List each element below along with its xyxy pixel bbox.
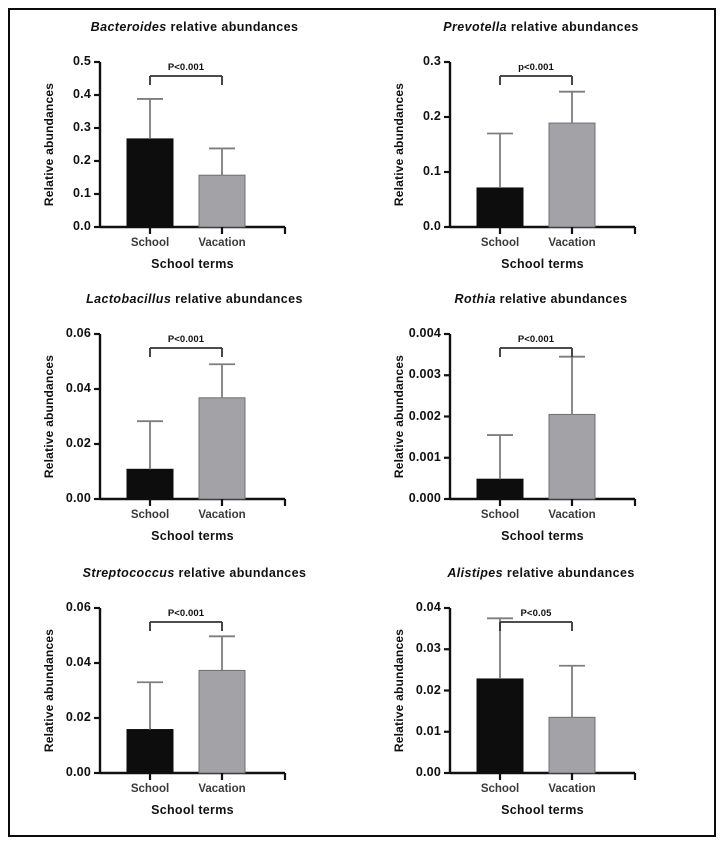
panel-grid (10, 10, 714, 835)
x-tick-label-vacation: Vacation (198, 509, 246, 521)
y-tick-label: 0.01 (415, 723, 441, 738)
x-tick-label-school: School (130, 237, 170, 249)
y-tick-label: 0.02 (65, 710, 91, 724)
x-tick-label-vacation: Vacation (548, 509, 596, 521)
x-axis-label: School terms (501, 257, 584, 271)
chart-panel-lactobacillus (22, 292, 367, 554)
chart-title-suffix: relative abundances (503, 566, 635, 580)
significance-label: P<0.001 (167, 62, 205, 73)
y-axis-label: Relative abundances (392, 628, 406, 753)
y-tick-label: 0.003 (408, 367, 441, 382)
y-tick-label: 0.2 (73, 153, 91, 167)
y-tick-label: 0.06 (65, 600, 91, 614)
bar-school (477, 679, 523, 773)
y-axis-label: Relative abundances (392, 354, 406, 479)
y-tick-label: 0.03 (415, 641, 441, 656)
y-axis-label: Relative abundances (42, 82, 56, 207)
y-tick-label: 0.02 (65, 436, 91, 450)
y-axis-label: Relative abundances (42, 354, 56, 479)
x-tick-label-vacation: Vacation (198, 237, 246, 249)
y-tick-label: 0.00 (65, 491, 91, 505)
x-axis-label: School terms (151, 803, 234, 817)
significance-label: P<0.001 (517, 334, 555, 345)
chart-panel-bacteroides (22, 20, 367, 282)
x-tick-label-vacation: Vacation (548, 783, 596, 795)
bar-school (127, 469, 173, 499)
figure-frame (8, 8, 716, 837)
y-tick-label: 0.00 (65, 765, 91, 779)
y-tick-label: 0.1 (423, 164, 441, 178)
y-tick-label: 0.0 (423, 219, 441, 233)
bar-school (477, 188, 523, 227)
bar-vacation (549, 717, 595, 773)
y-tick-label: 0.3 (423, 54, 441, 68)
chart-title-suffix: relative abundances (166, 20, 299, 34)
plot-canvas-alistipes (372, 566, 710, 836)
chart-title-suffix: relative abundances (495, 292, 628, 306)
y-tick-label: 0.002 (408, 408, 441, 423)
y-tick-label: 0.001 (408, 449, 441, 464)
chart-title-suffix: relative abundances (174, 566, 307, 580)
bar-vacation (199, 398, 245, 499)
plot-canvas-streptococcus (22, 566, 367, 836)
chart-panel-alistipes (372, 566, 710, 836)
significance-label: p<0.001 (518, 62, 554, 73)
x-tick-label-school: School (480, 509, 520, 521)
chart-title-genus: Bacteroides (90, 20, 167, 34)
y-tick-label: 0.4 (73, 87, 91, 101)
chart-title-genus: Rothia (454, 292, 496, 306)
y-tick-label: 0.000 (408, 491, 441, 505)
y-tick-label: 0.3 (73, 120, 91, 134)
chart-title-genus: Prevotella (443, 20, 508, 34)
x-axis-label: School terms (151, 529, 234, 543)
y-tick-label: 0.04 (65, 381, 91, 395)
bar-vacation (549, 414, 595, 499)
x-tick-label-school: School (480, 783, 520, 795)
y-tick-label: 0.004 (408, 326, 441, 340)
chart-title-genus: Alistipes (447, 566, 504, 580)
y-tick-label: 0.06 (65, 326, 91, 340)
x-tick-label-school: School (130, 509, 170, 521)
x-tick-label-school: School (480, 237, 520, 249)
y-tick-label: 0.04 (415, 600, 441, 614)
chart-title-suffix: relative abundances (507, 20, 639, 34)
bar-vacation (199, 175, 245, 227)
y-tick-label: 0.5 (73, 54, 91, 68)
chart-panel-streptococcus (22, 566, 367, 836)
x-axis-label: School terms (501, 803, 584, 817)
chart-title-genus: Lactobacillus (86, 292, 172, 306)
significance-label: P<0.001 (167, 608, 205, 619)
y-tick-label: 0.0 (73, 219, 91, 233)
significance-label: P<0.001 (167, 334, 205, 345)
y-tick-label: 0.02 (415, 682, 441, 697)
y-tick-label: 0.2 (423, 109, 441, 123)
y-tick-label: 0.1 (73, 186, 91, 200)
x-axis-label: School terms (151, 257, 234, 271)
x-tick-label-school: School (130, 783, 170, 795)
y-axis-label: Relative abundances (392, 82, 406, 207)
bar-vacation (199, 670, 245, 773)
bar-school (127, 730, 173, 773)
chart-title-genus: Streptococcus (82, 566, 175, 580)
y-axis-label: Relative abundances (42, 628, 56, 753)
y-tick-label: 0.00 (415, 765, 441, 779)
x-tick-label-vacation: Vacation (198, 783, 246, 795)
chart-panel-prevotella (372, 20, 710, 282)
x-tick-label-vacation: Vacation (548, 237, 596, 249)
bar-school (127, 139, 173, 227)
bar-vacation (549, 123, 595, 227)
bar-school (477, 479, 523, 499)
y-tick-label: 0.04 (65, 655, 91, 669)
chart-title-suffix: relative abundances (171, 292, 303, 306)
x-axis-label: School terms (501, 529, 584, 543)
chart-panel-rothia (372, 292, 710, 554)
significance-label: P<0.05 (520, 608, 552, 619)
